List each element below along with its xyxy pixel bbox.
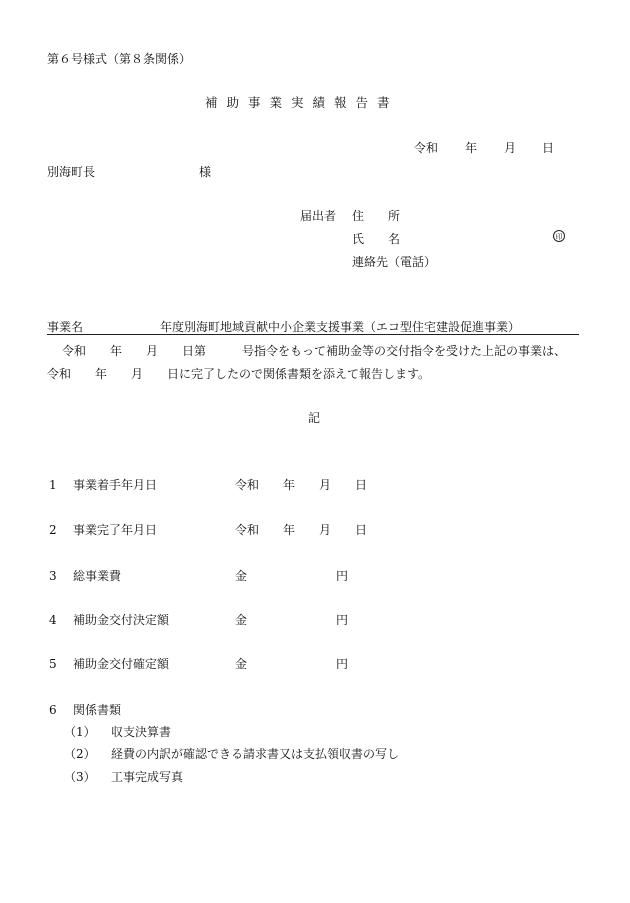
- name-label: 氏 名: [352, 232, 401, 246]
- item-label: 補助金交付確定額: [73, 657, 170, 671]
- item-value: 金: [235, 657, 248, 671]
- documents-number: 6: [49, 703, 57, 717]
- item-number: 1: [49, 478, 57, 492]
- document-item-number: （3）: [64, 770, 96, 784]
- item-unit: 円: [336, 657, 349, 671]
- item-value: 金: [235, 569, 248, 583]
- item-label: 事業完了年月日: [73, 523, 158, 537]
- addressee-honorific: 様: [199, 165, 212, 179]
- item-number: 2: [49, 523, 57, 537]
- date-month: 月: [504, 141, 517, 155]
- document-item-number: （2）: [64, 747, 96, 761]
- item-label: 事業着手年月日: [73, 478, 158, 492]
- item-number: 4: [49, 613, 57, 627]
- seal-mark: 印: [553, 230, 565, 242]
- item-number: 3: [49, 569, 57, 583]
- notifier-label: 届出者: [300, 209, 337, 223]
- date-day: 日: [542, 141, 555, 155]
- item-label: 補助金交付決定額: [73, 613, 170, 627]
- address-label: 住 所: [352, 209, 401, 223]
- item-value: 令和 年 月 日: [235, 478, 368, 492]
- document-title: 補助事業実績報告書: [205, 95, 399, 110]
- item-number: 5: [49, 657, 57, 671]
- item-unit: 円: [336, 569, 349, 583]
- date-era: 令和: [414, 141, 439, 155]
- project-underline: [47, 334, 579, 335]
- document-item-text: 収支決算書: [111, 725, 172, 739]
- item-value: 令和 年 月 日: [235, 523, 368, 537]
- item-label: 総事業費: [73, 569, 122, 583]
- ki-heading: 記: [308, 411, 321, 425]
- addressee-name: 別海町長: [47, 165, 96, 179]
- documents-label: 関係書類: [73, 703, 122, 717]
- project-label: 事業名: [47, 320, 84, 334]
- item-unit: 円: [336, 613, 349, 627]
- document-item-text: 経費の内訳が確認できる請求書又は支払領収書の写し: [111, 747, 400, 761]
- body-line-2: 令和 年 月 日に完了したので関係書類を添えて報告します。: [47, 367, 431, 381]
- contact-label: 連絡先（電話）: [352, 255, 437, 269]
- body-line-1: 令和 年 月 日第 号指令をもって補助金等の交付指令を受けた上記の事業は、: [62, 344, 567, 358]
- document-item-text: 工事完成写真: [111, 770, 184, 784]
- date-year: 年: [465, 141, 478, 155]
- document-item-number: （1）: [64, 725, 96, 739]
- item-value: 金: [235, 613, 248, 627]
- form-number: 第６号様式（第８条関係）: [47, 52, 192, 66]
- project-name: 年度別海町地域貢献中小企業支援事業（エコ型住宅建設促進事業）: [160, 320, 521, 334]
